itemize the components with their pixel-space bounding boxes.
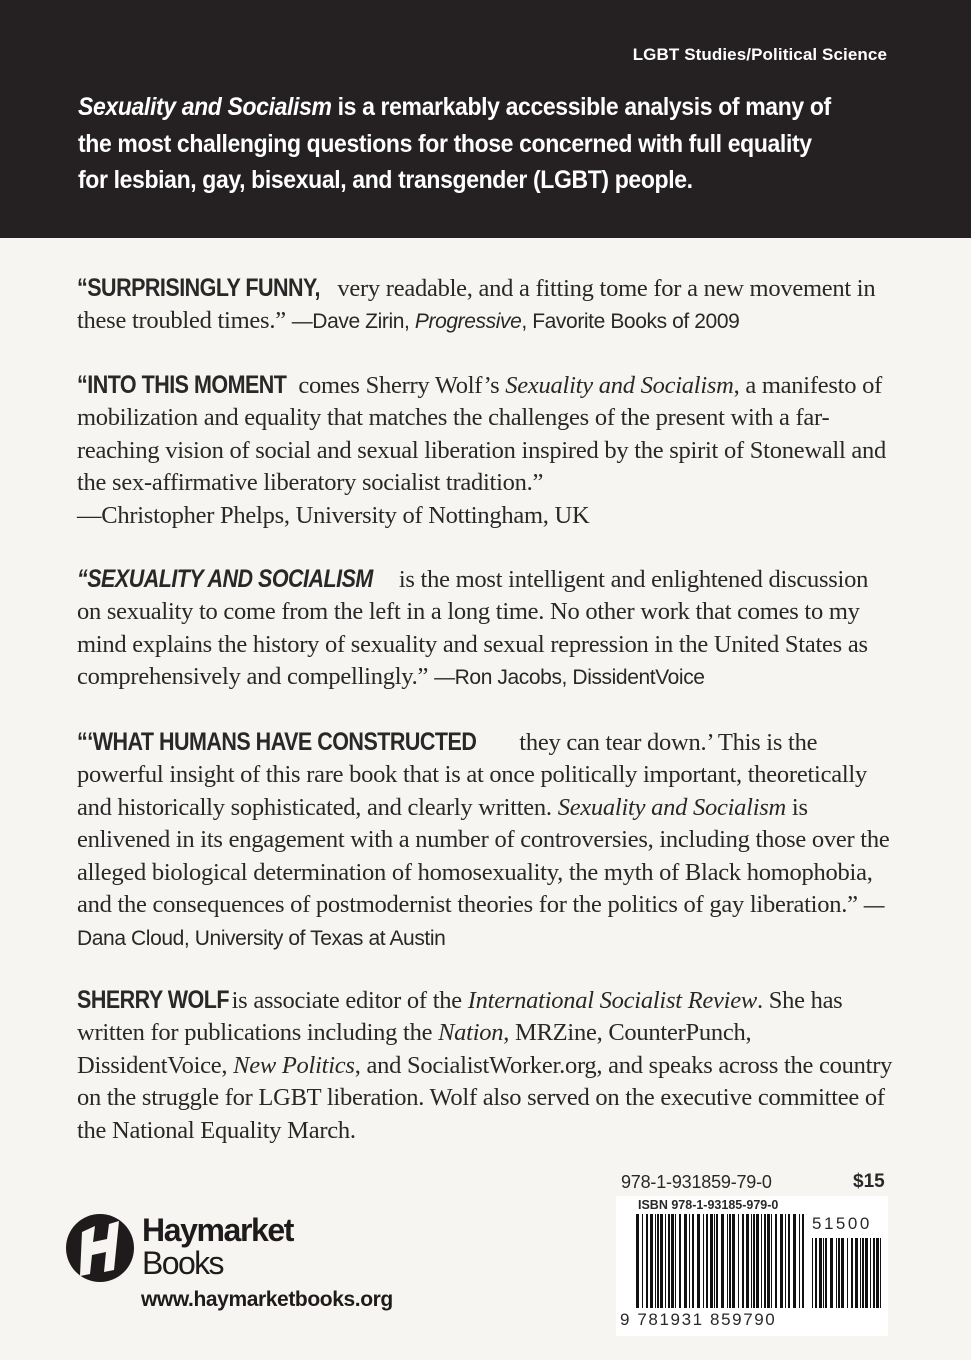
blurb-attribution: —Dana Cloud, University of Texas at Austin xyxy=(77,894,885,951)
barcode-price-code: 51500 xyxy=(812,1214,872,1233)
blurb-text: very readable, and a fitting tome for a new movement in these troubled times.” xyxy=(77,275,876,335)
isbn-text: 978-1-931859-79-0 xyxy=(621,1172,772,1192)
blurb-text: comes Sherry Wolf’s xyxy=(292,372,506,399)
bio-text: , and SocialistWorker.org, and speaks across the country on the struggle for LGBT liberation. Wolf also served on the executive committee of the National Equality March. xyxy=(77,1051,893,1144)
attr-detail: , Favorite Books of 2009 xyxy=(521,310,740,334)
bio-text: is associate editor of the xyxy=(225,987,468,1014)
category-label: LGBT Studies/Political Science xyxy=(632,45,887,64)
blurb-book-title: Sexuality and Socialism xyxy=(505,372,734,399)
blurb-phelps xyxy=(77,369,897,532)
bio-text: . She has written for publications including the xyxy=(77,987,843,1047)
haymarket-logo-icon xyxy=(64,1212,136,1284)
blurb-lead: “INTO THIS MOMENT xyxy=(77,371,287,399)
blurb-attribution xyxy=(292,310,740,333)
blurb-lead: “SURPRISINGLY FUNNY, xyxy=(77,274,320,302)
barcode xyxy=(616,1196,888,1336)
publisher-name: Haymarket xyxy=(142,1212,294,1248)
attr-publication: Progressive xyxy=(414,310,522,334)
blurb-jacobs xyxy=(77,563,897,695)
intro-body: is a remarkably accessible analysis of many of the most challenging questions for those concerned with full equality for lesbian, gay, bisexual, and transgender (LGBT) people. xyxy=(78,93,831,194)
blurb-attribution: —Christopher Phelps, University of Nottingham, UK xyxy=(77,501,590,529)
blurb-book-title: Sexuality and Socialism xyxy=(557,793,787,821)
intro-text xyxy=(78,89,842,199)
blurb-text-cont: , a manifesto of mobilization and equality that matches the challenges of the present with a far-reaching vision of social and sexual liberation inspired by the spirit of Stonewall and the sex-affirmative liberatory socialist tradition.” xyxy=(77,372,887,497)
barcode-isbn-label: ISBN 978-1-93185-979-0 xyxy=(638,1198,779,1212)
intro-book-title: Sexuality and Socialism xyxy=(78,93,332,121)
blurb-lead: “SEXUALITY AND SOCIALISM xyxy=(77,565,373,593)
author-bio xyxy=(77,984,897,1147)
author-name: SHERRY WOLF xyxy=(77,986,230,1014)
bio-publication: Nation xyxy=(438,1019,504,1047)
barcode-digits: 9 781931 859790 xyxy=(620,1310,777,1329)
attr-name: —Dave Zirin, xyxy=(291,310,415,334)
bio-publication: International Socialist Review xyxy=(467,987,757,1014)
blurb-text-cont: is enlivened in its engagement with a number of controversies, including those over the alleged biological determination of homosexuality, the myth of Black homophobia, and the consequences of postmodernist theories for the politics of gay liberation.” xyxy=(77,793,890,919)
header-band xyxy=(0,0,971,238)
blurb-attribution: —Ron Jacobs, DissidentVoice xyxy=(434,666,705,690)
publisher-website: www.haymarketbooks.org xyxy=(141,1288,393,1311)
blurb-lead: “‘WHAT HUMANS HAVE CONSTRUCTED xyxy=(77,728,477,756)
price-text: $15 xyxy=(853,1171,885,1192)
blurb-text: they can tear down.’ This is the powerful insight of this rare book that is at once politically important, theoretically and historically sophisticated, and clearly written. xyxy=(77,729,867,821)
publisher-sub: Books xyxy=(142,1245,223,1281)
bio-text: , MRZine, CounterPunch, DissidentVoice, xyxy=(77,1019,752,1079)
blurb-zirin xyxy=(77,272,897,339)
bio-publication: New Politics xyxy=(233,1051,355,1079)
blurb-text: is the most intelligent and enlightened discussion on sexuality to come from the left in a long time. No other work that comes to my mind explains the history of sexuality and sexual repression in the United States as comprehensively and compellingly.” xyxy=(77,566,869,691)
blurb-cloud xyxy=(77,726,897,956)
